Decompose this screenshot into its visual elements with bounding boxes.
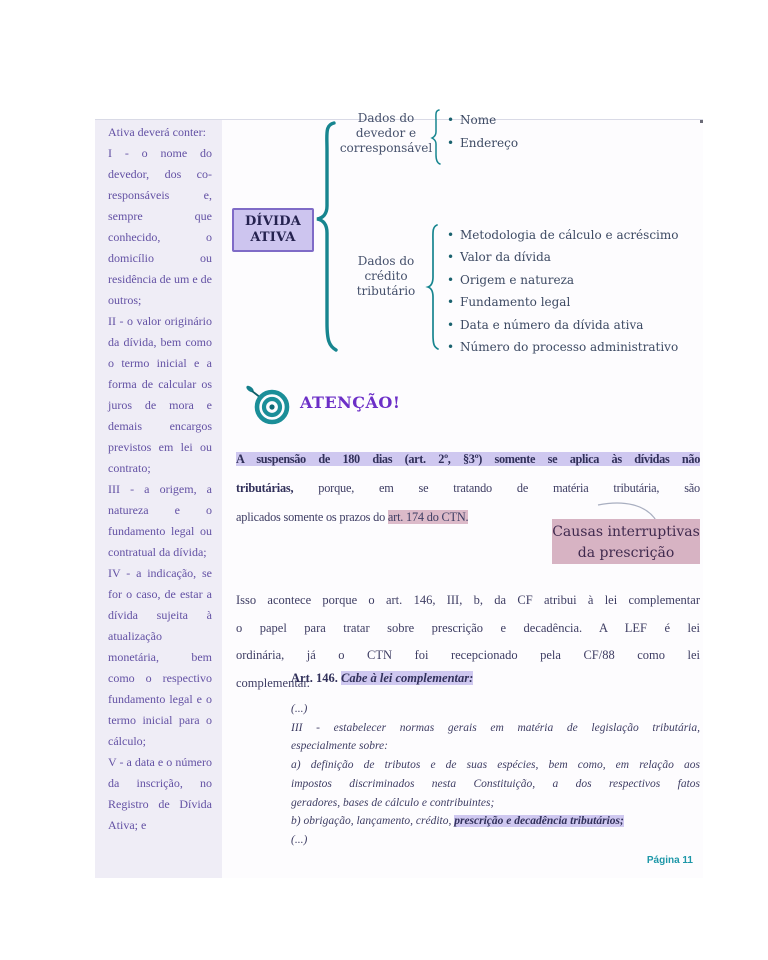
quote-line: (...) [291, 833, 308, 846]
list-item: • Nome [447, 109, 518, 132]
body-text: porque, em se tratando de matéria tributária, são [293, 481, 700, 495]
diagram-root-node [232, 208, 314, 252]
branch2-label-line: tributário [356, 284, 416, 298]
sidebar-paragraph: Ativa deverá conter: [108, 125, 206, 139]
attention-heading: ATENÇÃO! [300, 393, 401, 412]
list-item: • Origem e natureza [447, 269, 678, 291]
quote-line: III - estabelecer normas gerais em matéria de legislação tributária, [291, 721, 700, 734]
page-corner-dot [700, 120, 703, 123]
article-number: Art. 146. [291, 671, 341, 685]
quote-line: (...) [291, 703, 308, 715]
big-brace-icon [313, 120, 341, 352]
list-item: • Número do processo administrativo [447, 336, 678, 358]
quote-line: a) definição de tributos e de suas espécies, bem como, em relação aos [291, 759, 700, 772]
quote-highlighted-text: prescrição e decadência tributários; [454, 815, 624, 828]
quote-text: b) obrigação, lançamento, crédito, [291, 815, 455, 828]
branch2-brace-icon [425, 223, 441, 351]
list-item: • Metodologia de cálculo e acréscimo [447, 224, 678, 246]
callout-line: da prescrição [577, 544, 675, 561]
bold-text: tributárias, [236, 481, 294, 495]
paragraph-line: o papel para tratar sobre prescrição e decadência. A LEF é lei [236, 620, 700, 635]
branch1-brace-icon [429, 108, 443, 166]
sidebar-legal-text [95, 120, 222, 878]
paragraph-line: ordinária, já o CTN foi recepcionado pela CF/88 como lei [236, 648, 700, 662]
diagram-root-label: DÍVIDA ATIVA [244, 214, 302, 245]
list-item: • Endereço [447, 132, 518, 155]
callout-causas-interruptivas [552, 519, 700, 564]
branch2-label [338, 254, 434, 299]
branch1-label [338, 111, 434, 156]
branch1-items [447, 109, 518, 155]
branch2-label-line: Dados do [357, 254, 415, 268]
branch2-label-line: crédito [364, 269, 408, 283]
pink-highlighted-text: art. 174 do CTN. [387, 510, 469, 524]
paragraph-line [236, 445, 700, 474]
quote-line: especialmente sobre: [291, 740, 388, 753]
quote-line: geradores, bases de cálculo e contribuintes; [291, 796, 495, 809]
body-text: aplicados somente os prazos do [236, 510, 388, 524]
sidebar-paragraph: V - a data e o número da inscrição, no Registro de Dívida Ativa; e [108, 755, 212, 832]
branch1-label-line: devedor e [355, 126, 417, 140]
branch1-label-line: Dados do [357, 111, 415, 125]
callout-line: Causas interruptivas [552, 524, 700, 540]
document-page [95, 111, 703, 878]
paragraph-line: Isso acontece porque o art. 146, III, b, da CF atribui à lei complementar [236, 593, 700, 607]
paragraph-line: complementar. [236, 675, 310, 690]
target-dart-icon [244, 380, 292, 428]
article-heading [291, 671, 473, 686]
list-item: • Fundamento legal [447, 291, 678, 313]
sidebar-paragraph: III - a origem, a natureza e o fundamento legal ou contratual da dívida; [108, 482, 212, 559]
highlighted-bold-text: A suspensão de 180 dias (art. 2º, §3º) somente se aplica às dívidas não [236, 452, 700, 466]
list-item: • Data e número da dívida ativa [447, 314, 678, 336]
branch2-items [447, 224, 678, 358]
quote-line [291, 812, 700, 831]
sidebar-paragraph: II - o valor originário da dívida, bem como o termo inicial e a forma de calcular os juros de mora e demais encargos previstos em lei ou contrato; [108, 314, 212, 475]
sidebar-paragraph: I - o nome do devedor, dos co-responsáveis e, sempre que conhecido, o domicílio ou residência de um e de outros; [108, 146, 212, 307]
article-heading-highlight: Cabe à lei complementar: [341, 671, 474, 685]
sidebar-paragraph: IV - a indicação, se for o caso, de estar a dívida sujeita à atualização monetária, bem como o respectivo fundamento legal e o termo inicial para o cálculo; [108, 566, 212, 748]
article-quote [291, 700, 700, 850]
list-item: • Valor da dívida [447, 246, 678, 268]
quote-line: impostos discriminados nesta Constituição, a dos respectivos fatos [291, 777, 700, 790]
branch1-label-line: corresponsável [339, 141, 433, 155]
page-number: Página 11 [646, 855, 693, 866]
